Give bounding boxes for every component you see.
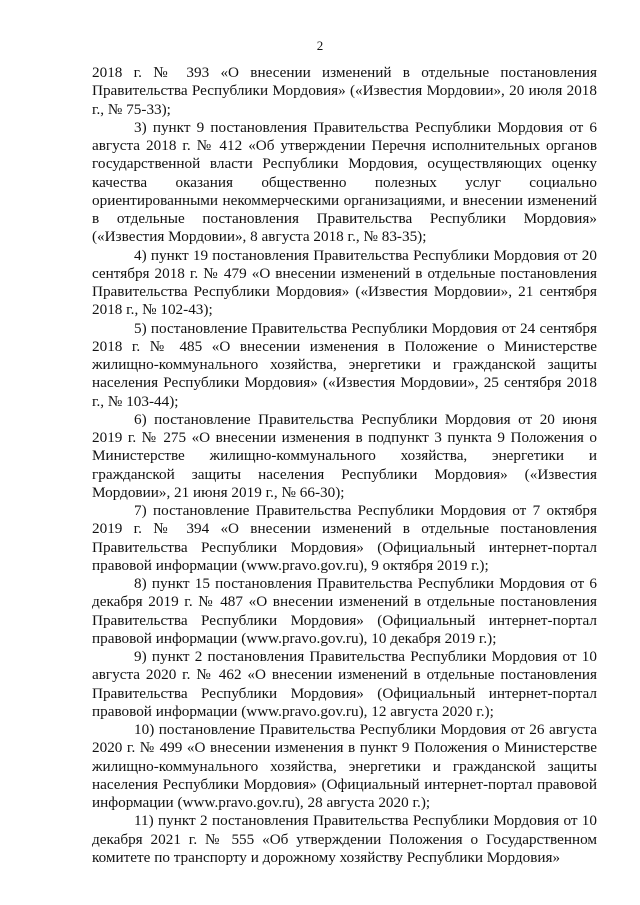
list-item: 3) пункт 9 постановления Правительства Республики Мордовия от 6 августа 2018 г. № 412 «Об утверждении Перечня исполнительных органов государственной власти Республики Мордовия, осуществляющих оценку качества оказания общественно полезных услуг социально ориентированными некоммерческими организациями, и внесении изменений в отдельные постановления Правительства Республики Мордовия» («Известия Мордовии», 8 августа 2018 г., № 83-35); [92,118,597,246]
list-item: 4) пункт 19 постановления Правительства Республики Мордовия от 20 сентября 2018 г. № 479 «О внесении изменений в отдельные постановления Правительства Республики Мордовия» («Известия Мордовии», 21 сентября 2018 г., № 102-43); [92,246,597,319]
list-item: 8) пункт 15 постановления Правительства Республики Мордовия от 6 декабря 2019 г. № 487 «О внесении изменений в отдельные постановления Правительства Республики Мордовия» (Официальный интернет-портал правовой информации (www.pravo.gov.ru), 10 декабря 2019 г.); [92,575,597,647]
list-item: 6) постановление Правительства Республики Мордовия от 20 июня 2019 г. № 275 «О внесении изменения в подпункт 3 пункта 9 Положения о Министерстве жилищно-коммунального хозяйства, энергетики и гражданской защиты населения Республики Мордовия» («Известия Мордовии», 21 июня 2019 г., № 66-30); [92,410,597,501]
paragraph-continuation: 2018 г. № 393 «О внесении изменений в отдельные постановления Правительства Республики Мордовия» («Известия Мордовии», 20 июля 2018 г., № 75-33); [92,64,597,118]
list-item: 7) постановление Правительства Республики Мордовия от 7 октября 2019 г. № 394 «О внесении изменений в отдельные постановления Правительства Республики Мордовия» (Официальный интернет-портал правовой информации (www.pravo.gov.ru), 9 октября 2019 г.); [92,502,597,574]
list-item: 9) пункт 2 постановления Правительства Республики Мордовия от 10 августа 2020 г. № 462 «О внесении изменений в отдельные постановления Правительства Республики Мордовия» (Официальный интернет-портал правовой информации (www.pravo.gov.ru), 12 августа 2020 г.); [92,648,597,720]
list-item: 5) постановление Правительства Республики Мордовия от 24 сентября 2018 г. № 485 «О внесении изменения в Положение о Министерстве жилищно-коммунального хозяйства, энергетики и гражданской защиты населения Республики Мордовия» («Известия Мордовии», 25 сентября 2018 г., № 103-44); [92,319,597,410]
list-item: 11) пункт 2 постановления Правительства Республики Мордовия от 10 декабря 2021 г. № 555 «Об утверждении Положения о Государственном комитете по транспорту и дорожному хозяйству Республики Мордовия» [92,812,597,866]
page-number: 2 [316,38,324,53]
list-item: 10) постановление Правительства Республики Мордовия от 26 августа 2020 г. № 499 «О внесении изменения в пункт 9 Положения о Министерстве жилищно-коммунального хозяйства, энергетики и гражданской защиты населения Республики Мордовия» (Официальный интернет-портал правовой информации (www.pravo.gov.ru), 28 августа 2020 г.); [92,721,597,811]
document-body [92,64,597,867]
